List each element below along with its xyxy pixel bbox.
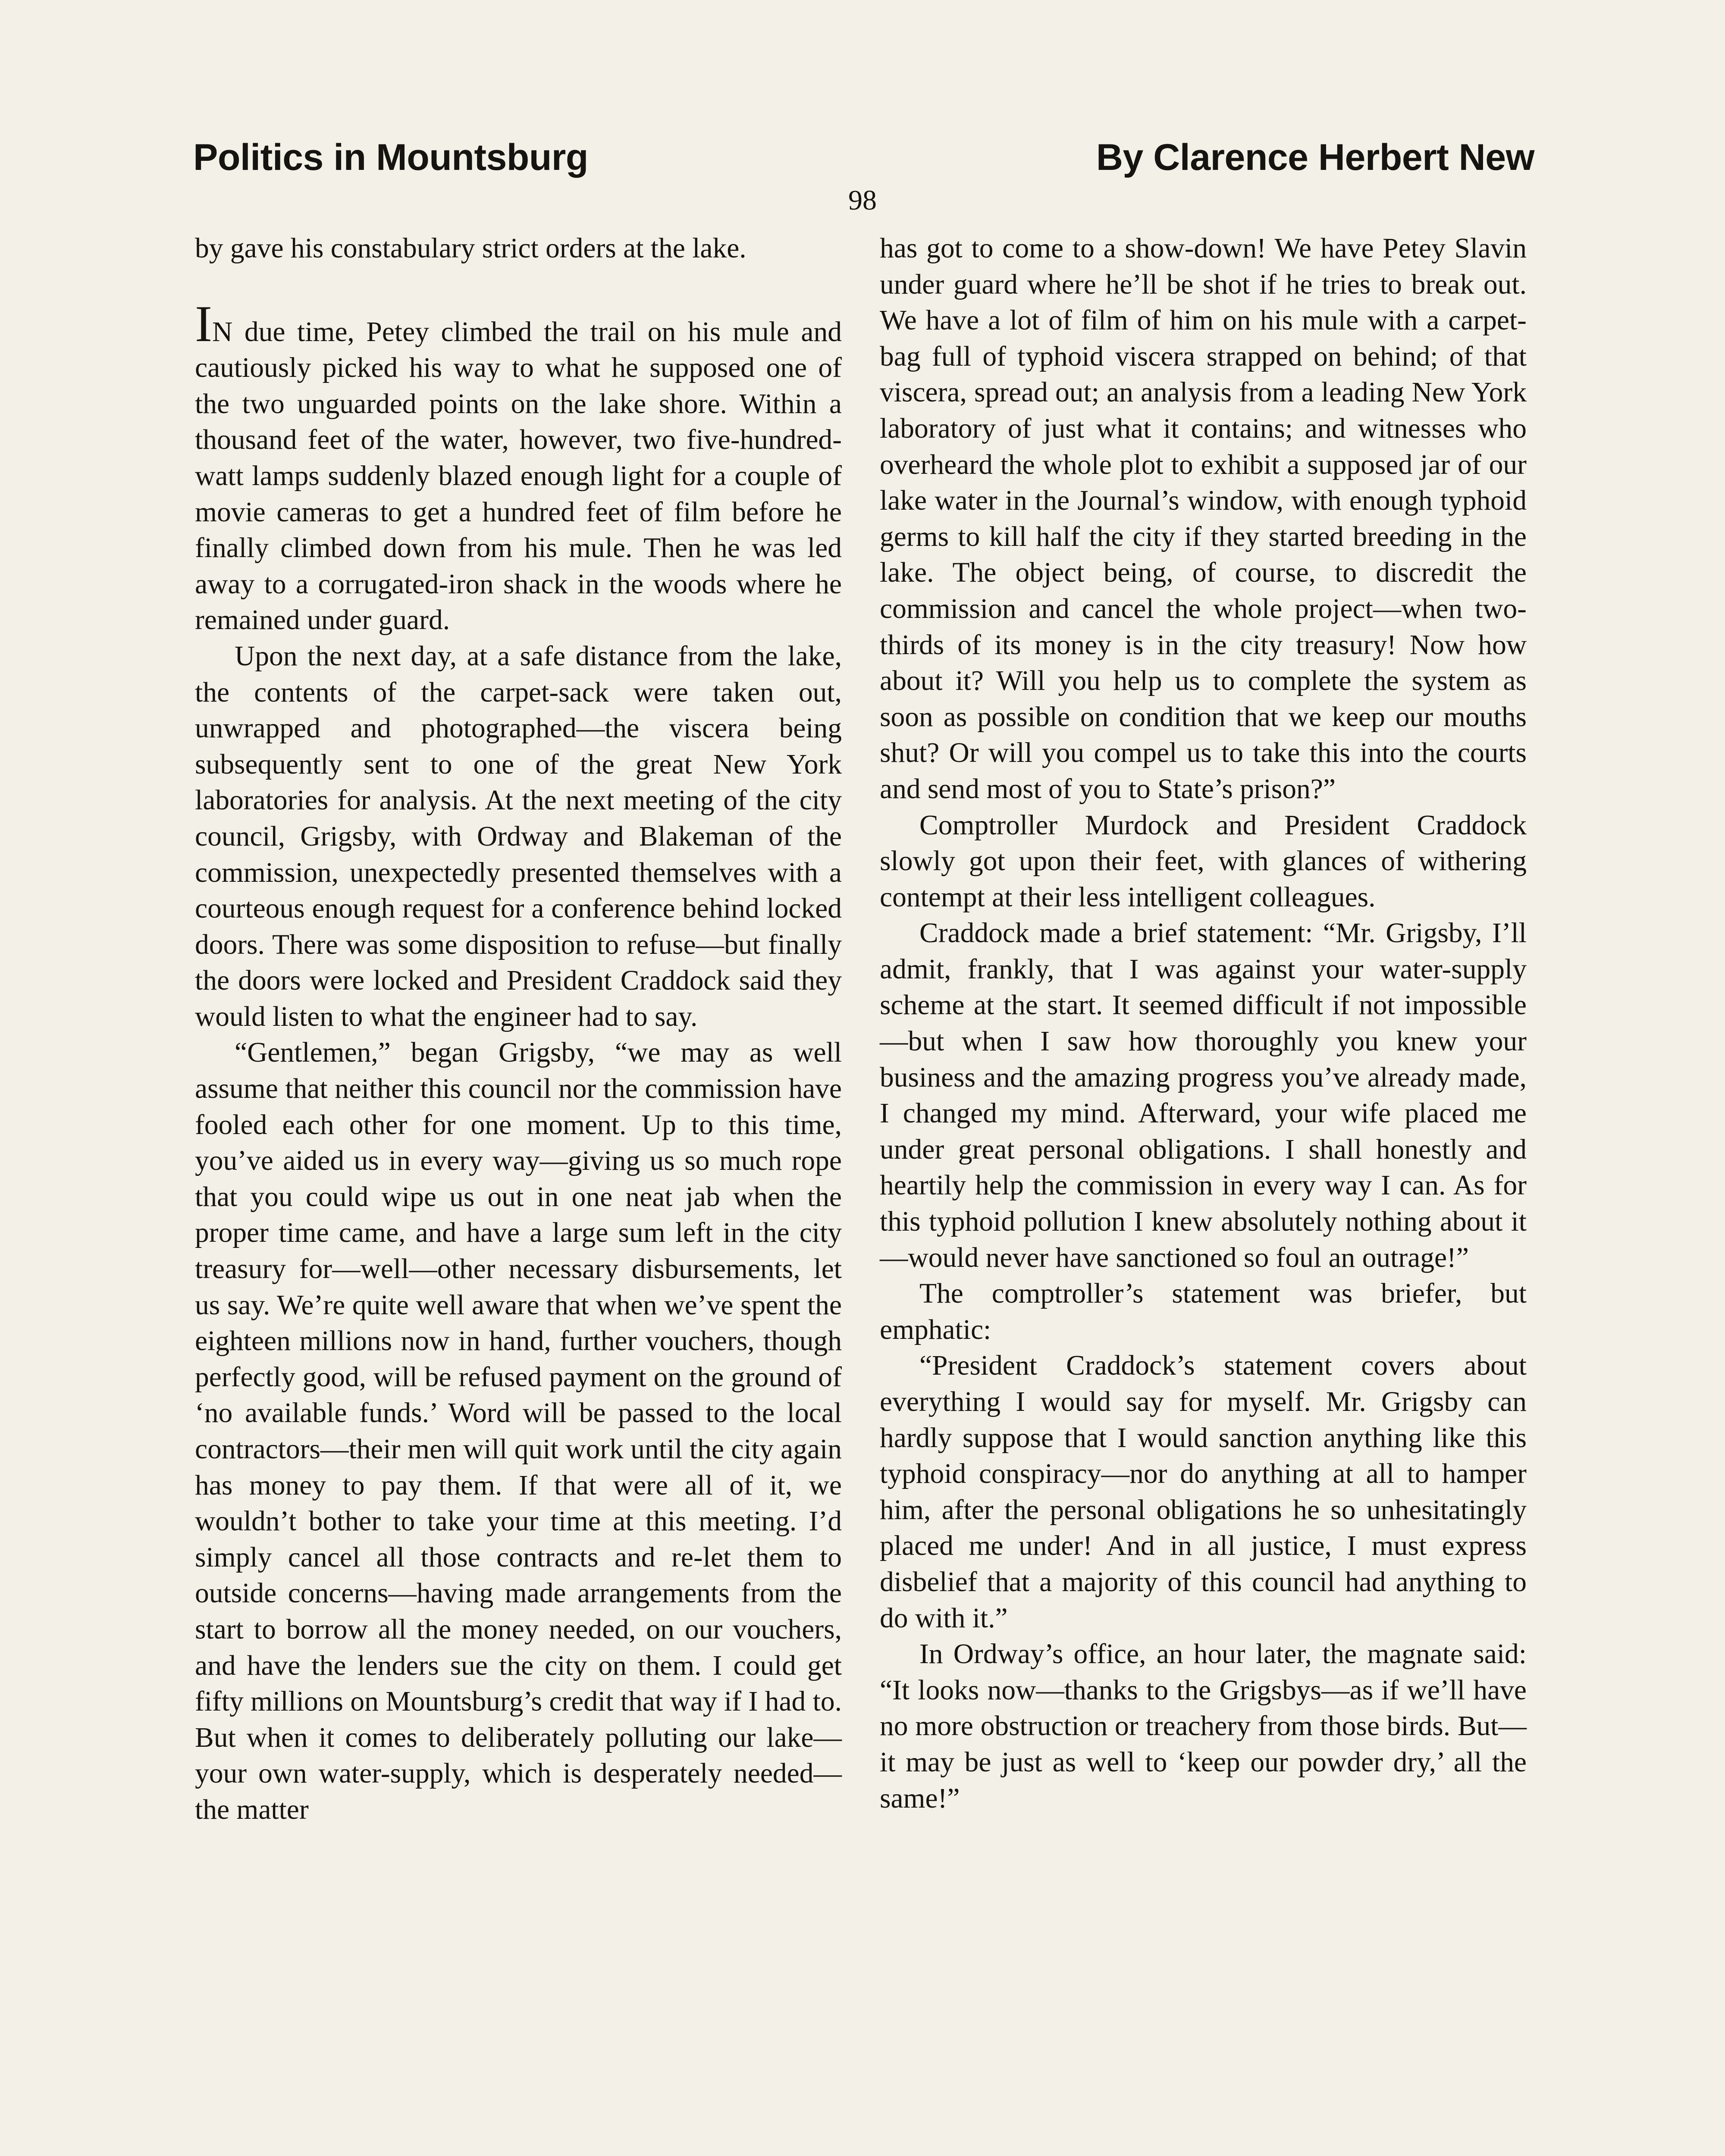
paragraph: In Ordway’s office, an hour later, the magnate said: “It looks now—thanks to the Grigsbys—as if we’ll have no more obstruction or treachery from those birds. But—it may be just as well to ‘keep our powder dry,’ all the same!” [880,1639,1527,1814]
paragraph: has got to come to a show-down! We have Petey Slavin under guard where he’ll be shot if he tries to break out. We have a lot of film of him on his mule with a carpet-bag full of typhoid viscera strapped on behind; of that viscera, spread out; an analysis from a leading New York laboratory of just what it contains; and witnesses who overheard the whole plot to exhibit a supposed jar of our lake water in the Journal’s window, with enough typhoid germs to kill half the city if they started breeding in the lake. The object being, of course, to discredit the commission and cancel the whole project—when two-thirds of its money is in the city treasury! Now how about it? Will you help us to complete the system as soon as possible on condition that we keep our mouths shut? Or will you compel us to take this into the courts and send most of you to State’s prison?” [880,233,1527,805]
paragraph: “Gentlemen,” began Grigsby, “we may as well assume that neither this council nor the commission have fooled each other for one moment. Up to this time, you’ve aided us in every way—giving us so much rope that you could wipe us out in one neat jab when the proper time came, and have a large sum left in the city treasury for—well—other necessary disbursements, let us say. We’re quite well aware that when we’ve spent the eighteen millions now in hand, further vouchers, though perfectly good, will be refused payment on the ground of ‘no available funds.’ Word will be passed to the local contractors—their men will quit work until the city again has money to pay them. If that were all of it, we wouldn’t bother to take your time at this meeting. I’d simply cancel all those contracts and re-let them to outside concerns—having made arrangements from the start to borrow all the money needed, on our vouchers, and have the lenders sue the city on them. I could get fifty millions on Mountsburg’s credit that way if I had to. But when it comes to deliberately polluting our lake—your own water-supply, which is desperately needed—the matter [195,1037,842,1825]
story-title: Politics in Mountsburg [193,137,588,178]
paragraph: The comptroller’s statement was briefer, but emphatic: [880,1278,1527,1345]
paragraph: by gave his constabulary strict orders at the lake. [195,233,746,264]
paragraph: Comptroller Murdock and President Craddock slowly got upon their feet, with glances of withering contempt at their less intelligent colleagues. [880,809,1527,913]
paragraph: Upon the next day, at a safe distance from the lake, the contents of the carpet-sack were taken out, unwrapped and photographed—the viscera being subsequently sent to one of the great New York laboratories for analysis. At the next meeting of the city council, Grigsby, with Ordway and Blakeman of the commission, unexpectedly presented themselves with a courteous enough request for a conference behind locked doors. There was some disposition to refuse—but finally the doors were locked and President Craddock said they would listen to what the engineer had to say. [195,640,842,1032]
author-byline: By Clarence Herbert New [1096,137,1534,178]
paragraph: Craddock made a brief statement: “Mr. Grigsby, I’ll admit, frankly, that I was against your water-supply scheme at the start. It seemed difficult if not impossible—but when I saw how thoroughly you knew your business and the amazing progress you’ve already made, I changed my mind. Afterward, your wife placed me under great personal obligations. I shall honestly and heartily help the commission in every way I can. As for this typhoid pollution I knew absolutely nothing about it—would never have sanctioned so foul an outrage!” [880,918,1527,1273]
paragraph: “President Craddock’s statement covers about everything I would say for myself. Mr. Grigsby can hardly suppose that I would sanction anything like this typhoid conspiracy—nor do anything at all to hamper him, after the personal obligations he so unhesitatingly placed me under! And in all justice, I must express disbelief that a majority of this council had anything to do with it.” [880,1350,1527,1634]
left-column [195,231,842,1828]
paragraph: IN due time, Petey climbed the trail on his mule and cautiously picked his way to what he supposed one of the two unguarded points on the lake shore. Within a thousand feet of the water, however, two five-hundred-watt lamps suddenly blazed enough light for a couple of movie cameras to get a hundred feet of film before he finally climbed down from his mule. Then he was led away to a corrugated-iron shack in the woods where he remained under guard. [195,295,842,636]
right-column [880,231,1527,1817]
page-number: 98 [848,185,877,216]
